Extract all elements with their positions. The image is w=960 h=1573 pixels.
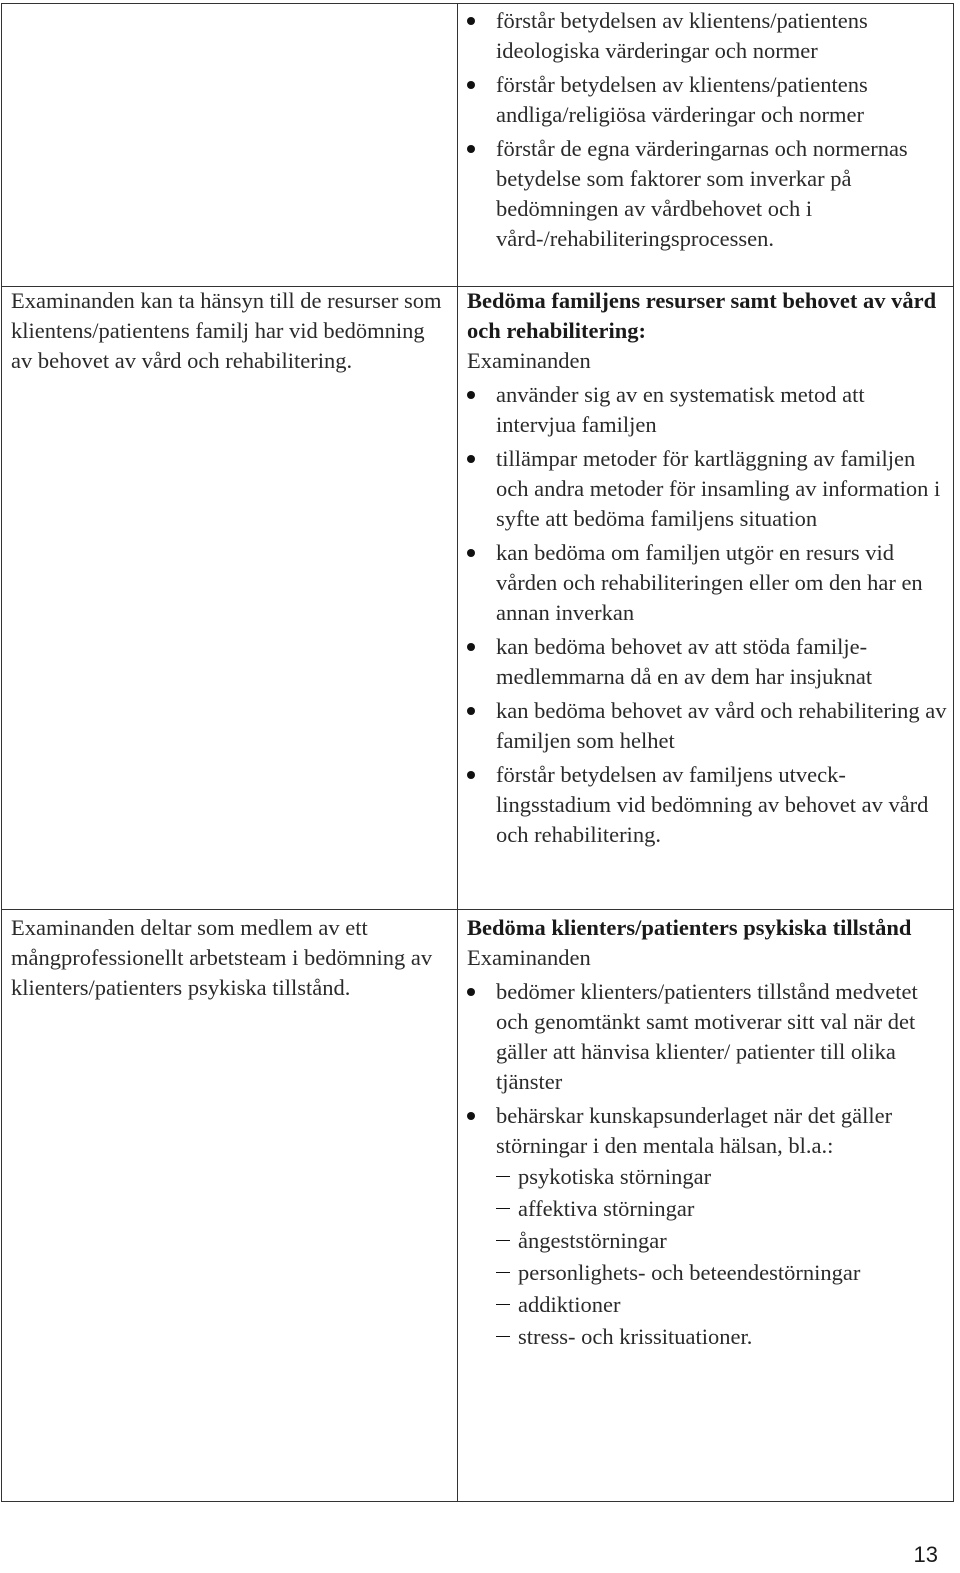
bullet-icon (467, 988, 475, 996)
bullet-icon (467, 455, 475, 463)
dash-icon (496, 1240, 510, 1241)
list-item: addiktioner (496, 1289, 947, 1321)
list-item: förstår betydelsen av klientens/patientens andliga/religiösa värderingar och normer (467, 70, 947, 130)
list-item: kan bedöma behovet av att stöda familjemedlemmarna då en av dem har insjuknat (467, 632, 947, 692)
intro-text: Examinanden (467, 945, 591, 970)
list-item: kan bedöma behovet av vård och rehabilitering av familjen som helhet (467, 696, 947, 756)
list-item: bedömer klienters/patienters tillstånd medvetet och genomtänkt samt motiverar sitt val när det gäller att hänvisa klienter/ patienter till olika tjänster (467, 977, 947, 1097)
dash-list (467, 1161, 947, 1353)
bullet-icon (467, 17, 475, 25)
bullet-list (467, 977, 947, 1161)
list-item: stress- och krissituationer. (496, 1321, 947, 1353)
row-divider (2, 909, 953, 910)
dash-icon (496, 1176, 510, 1177)
bullet-icon (467, 391, 475, 399)
list-item: förstår betydelsen av familjens utvecklingsstadium vid bedömning av behovet av vård och rehabilitering. (467, 760, 947, 850)
list-item: förstår betydelsen av klientens/patientens ideologiska värderingar och normer (467, 6, 947, 66)
bullet-icon (467, 771, 475, 779)
dash-icon (496, 1272, 510, 1273)
list-item: tillämpar metoder för kartläggning av familjen och andra metoder för insamling av information i syfte att bedöma familjens situation (467, 444, 947, 534)
list-item: förstår de egna värderingarnas och normernas betydelse som faktorer som inverkar på bedömningen av vårdbehovet och i vård-/rehabiliteringsprocessen. (467, 134, 947, 254)
dash-icon (496, 1336, 510, 1337)
bullet-list (467, 6, 947, 254)
intro-text: Examinanden (467, 348, 591, 373)
list-item: affektiva störningar (496, 1193, 947, 1225)
list-item: psykotiska störningar (496, 1161, 947, 1193)
bullet-icon (467, 707, 475, 715)
list-item: personlighets- och beteendestörningar (496, 1257, 947, 1289)
row2-left-cell (11, 286, 443, 376)
section-heading: Bedöma klienters/patienters psykiska tillstånd (467, 915, 912, 940)
row1-right-cell (467, 6, 947, 258)
bullet-list (467, 380, 947, 850)
section-heading: Bedöma familjens resurser samt behovet av vård och rehabilitering: (467, 288, 937, 343)
bullet-icon (467, 643, 475, 651)
dash-icon (496, 1304, 510, 1305)
row3-left-cell (11, 913, 443, 1003)
row2-right-cell (467, 286, 947, 854)
criterion-text: Examinanden kan ta hänsyn till de resurser som klientens/patientens familj har vid bedömning av behovet av vård och rehabilitering. (11, 288, 442, 373)
bullet-icon (467, 81, 475, 89)
list-item: kan bedöma om familjen utgör en resurs vid vården och rehabiliteringen eller om den har en annan inverkan (467, 538, 947, 628)
row3-right-cell (467, 913, 947, 1353)
page-number: 13 (913, 1542, 938, 1567)
list-item: använder sig av en systematisk metod att intervjua familjen (467, 380, 947, 440)
list-item: behärskar kunskapsunderlaget när det gäller störningar i den mentala hälsan, bl.a.: (467, 1101, 947, 1161)
column-divider (457, 4, 458, 1501)
bullet-icon (467, 1112, 475, 1120)
bullet-icon (467, 145, 475, 153)
dash-icon (496, 1208, 510, 1209)
bullet-icon (467, 549, 475, 557)
criterion-text: Examinanden deltar som medlem av ett mångprofessionellt arbetsteam i bedömning av klienters/patienters psykiska tillstånd. (11, 915, 433, 1000)
list-item: ångeststörningar (496, 1225, 947, 1257)
